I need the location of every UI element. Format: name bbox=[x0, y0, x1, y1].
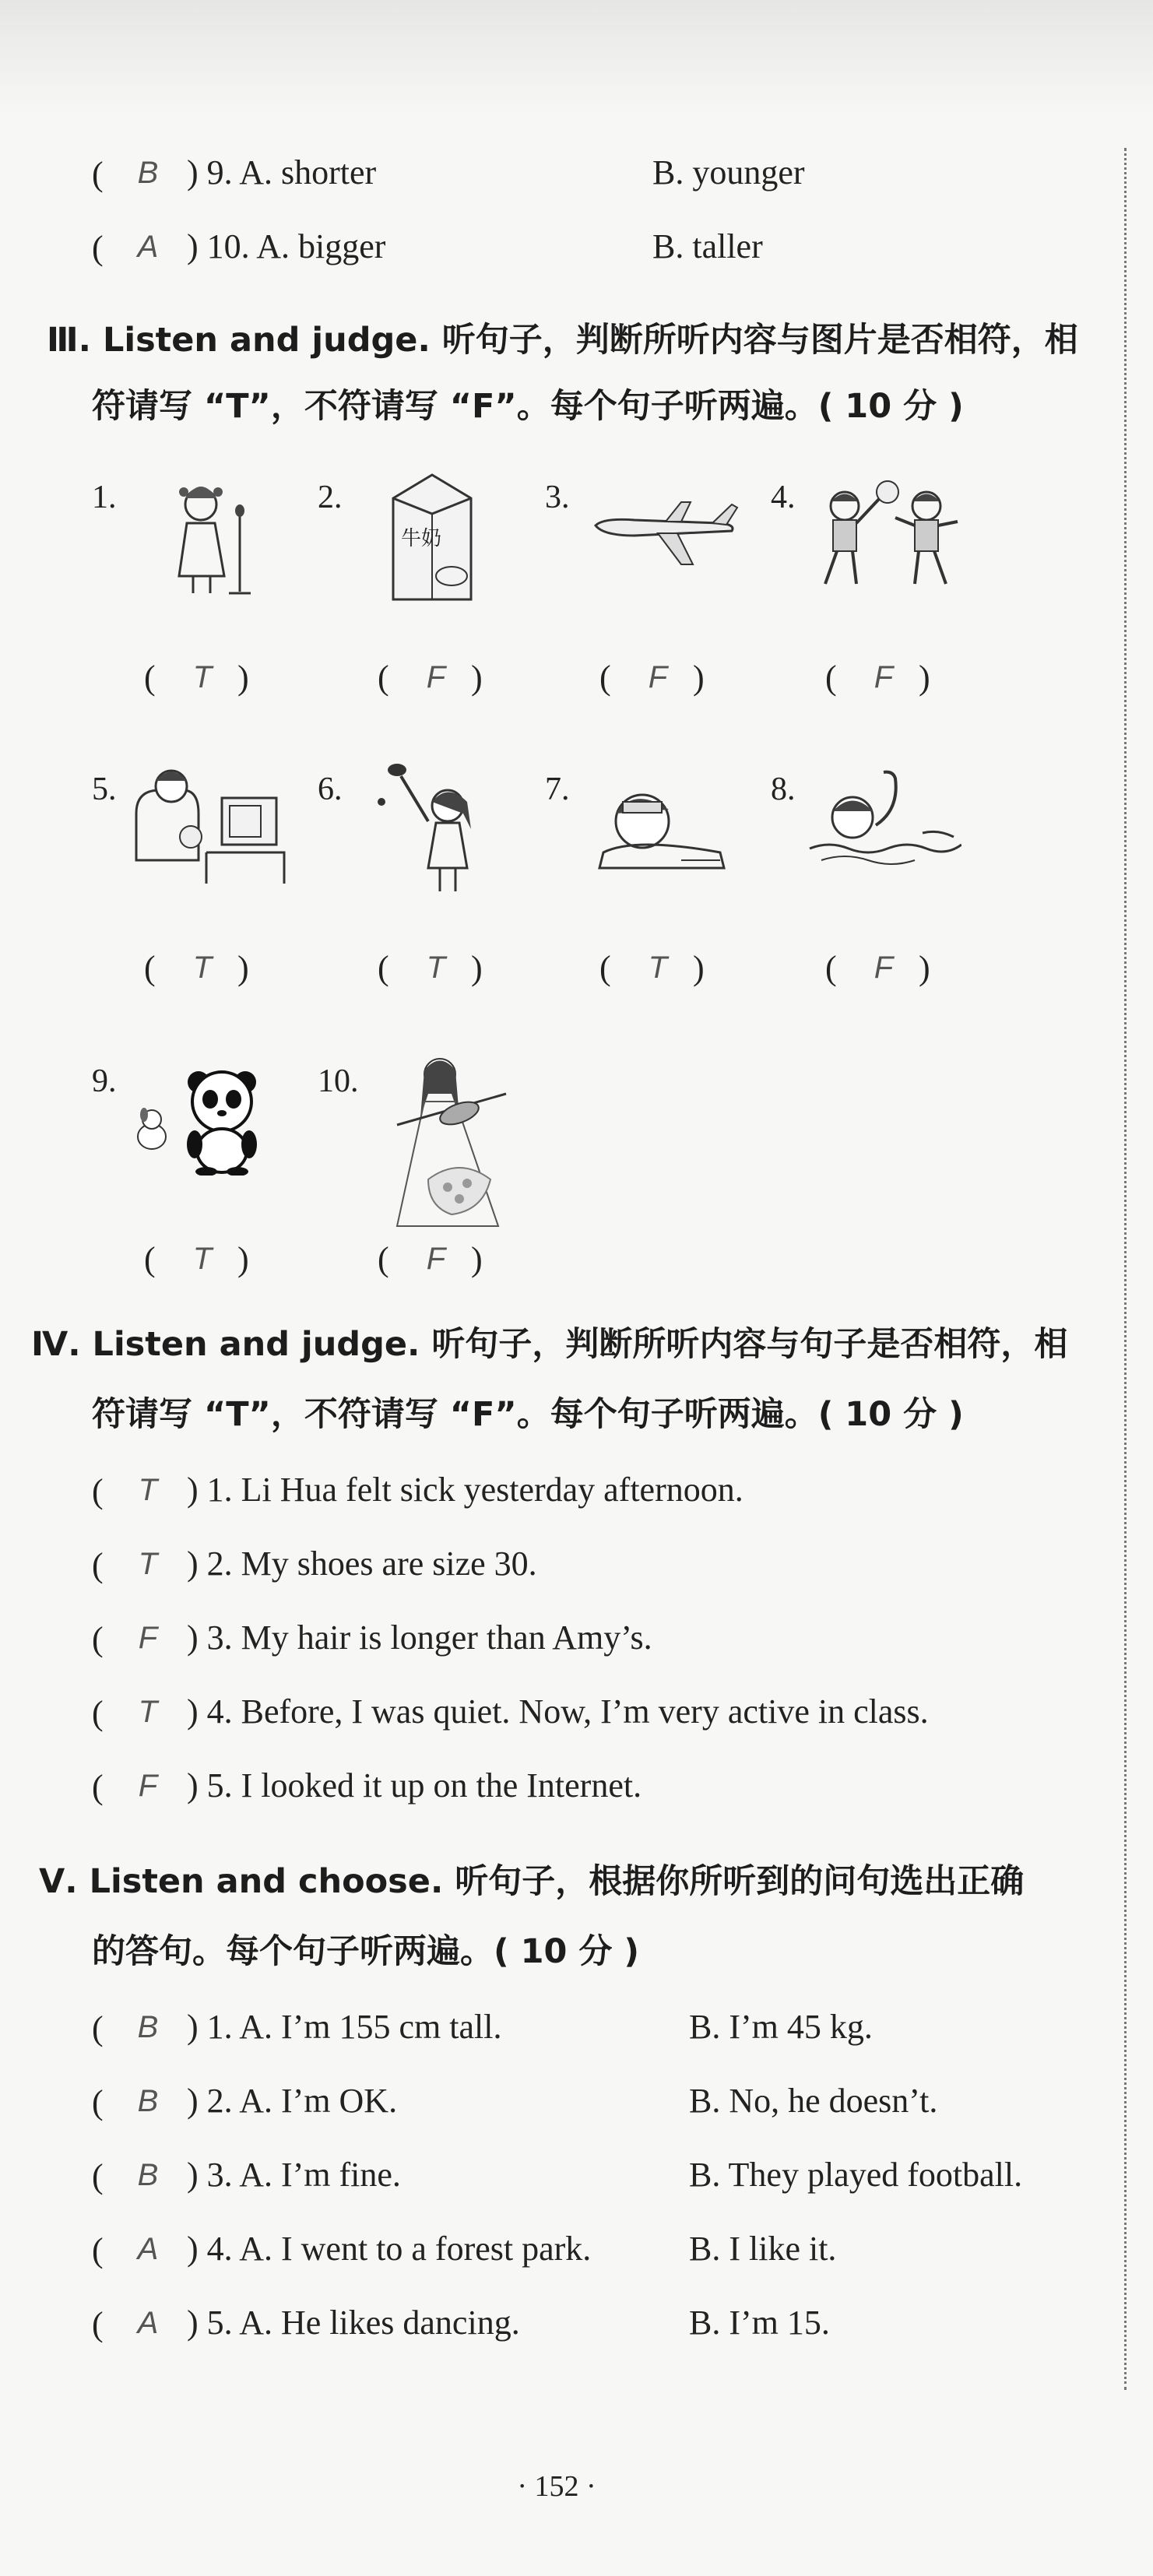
milk-carton-icon bbox=[378, 467, 487, 607]
option-b: B. younger bbox=[652, 153, 805, 192]
boy-swimming-icon bbox=[806, 763, 961, 887]
question-text: ) 3. My hair is longer than Amy’s. bbox=[187, 1618, 652, 1657]
answer-box[interactable]: A bbox=[137, 2306, 159, 2340]
question-text: ) 10. A. bigger bbox=[187, 227, 386, 265]
answer-box[interactable]: F bbox=[138, 1769, 158, 1803]
answer-box[interactable]: A bbox=[137, 230, 159, 264]
paren-open: ( bbox=[599, 659, 611, 697]
milk-label: 牛奶 bbox=[401, 527, 442, 550]
answer-box[interactable]: T bbox=[192, 1242, 213, 1276]
question-text: ) 2. A. I’m OK. bbox=[187, 2082, 398, 2120]
item-number: 9. bbox=[92, 1063, 117, 1099]
answer-box[interactable]: F bbox=[426, 1242, 446, 1276]
answer-box[interactable]: A bbox=[137, 2232, 159, 2266]
item-number: 2. bbox=[318, 480, 343, 515]
answer-box[interactable]: T bbox=[138, 1473, 158, 1507]
answer-box[interactable]: F bbox=[426, 660, 446, 694]
item-number: 8. bbox=[771, 771, 796, 807]
girl-violin-icon bbox=[381, 1047, 537, 1234]
paren-close: ) bbox=[919, 949, 930, 987]
section3-heading-line1: Ⅲ. Listen and judge. 听句子，判断所听内容与图片是否相符，相 bbox=[47, 321, 1078, 360]
panda-and-dog-icon bbox=[128, 1051, 284, 1176]
paren-open: ( bbox=[92, 1768, 104, 1806]
option-b: B. I’m 45 kg. bbox=[689, 2008, 873, 2046]
paren-open: ( bbox=[92, 2305, 104, 2343]
sick-boy-icon bbox=[588, 775, 728, 876]
answer-box[interactable]: B bbox=[137, 156, 159, 190]
boys-playing-ball-icon bbox=[810, 475, 965, 599]
answer-box[interactable]: F bbox=[138, 1621, 158, 1655]
answer-box[interactable]: B bbox=[137, 2158, 159, 2192]
paren-open: ( bbox=[378, 1240, 389, 1278]
paren-open: ( bbox=[92, 2157, 104, 2195]
question-text: ) 4. A. I went to a forest park. bbox=[187, 2230, 592, 2268]
paren-open: ( bbox=[144, 659, 156, 697]
answer-box[interactable]: T bbox=[192, 660, 213, 694]
paren-close: ) bbox=[471, 659, 483, 697]
question-text: ) 1. Li Hua felt sick yesterday afternoon. bbox=[187, 1471, 743, 1509]
paren-open: ( bbox=[378, 659, 389, 697]
option-b: B. I like it. bbox=[689, 2230, 837, 2268]
paren-close: ) bbox=[471, 949, 483, 987]
item-number: 3. bbox=[545, 480, 570, 515]
answer-box[interactable]: B bbox=[137, 2084, 159, 2118]
answer-box[interactable]: F bbox=[874, 951, 894, 985]
paren-close: ) bbox=[693, 659, 705, 697]
paren-close: ) bbox=[237, 1240, 249, 1278]
paren-open: ( bbox=[92, 2231, 104, 2269]
boy-watching-tv-icon bbox=[128, 759, 292, 891]
paren-open: ( bbox=[144, 1240, 156, 1278]
page-number: · 152 · bbox=[517, 2470, 596, 2503]
paren-open: ( bbox=[378, 949, 389, 987]
option-b: B. They played football. bbox=[689, 2156, 1023, 2194]
answer-box[interactable]: B bbox=[137, 2010, 159, 2044]
paren-open: ( bbox=[92, 155, 104, 193]
section5-heading-line2: 的答句。每个句子听两遍。( 10 分 ) bbox=[92, 1932, 640, 1971]
question-text: ) 1. A. I’m 155 cm tall. bbox=[187, 2008, 502, 2046]
question-text: ) 5. I looked it up on the Internet. bbox=[187, 1766, 642, 1805]
paren-open: ( bbox=[92, 229, 104, 267]
section3-heading-line2: 符请写 “T”，不符请写 “F”。每个句子听两遍。( 10 分 ) bbox=[92, 387, 964, 426]
answer-box[interactable]: T bbox=[426, 951, 446, 985]
section4-heading-line2: 符请写 “T”，不符请写 “F”。每个句子听两遍。( 10 分 ) bbox=[92, 1395, 964, 1434]
section4-heading-line1: Ⅳ. Listen and judge. 听句子，判断所听内容与句子是否相符，相 bbox=[31, 1325, 1068, 1364]
scan-shadow bbox=[0, 0, 1153, 117]
item-number: 1. bbox=[92, 480, 117, 515]
question-text: ) 2. My shoes are size 30. bbox=[187, 1545, 537, 1583]
paren-open: ( bbox=[825, 949, 837, 987]
answer-box[interactable]: T bbox=[648, 951, 668, 985]
paren-close: ) bbox=[237, 659, 249, 697]
airplane-icon bbox=[588, 498, 743, 568]
item-number: 5. bbox=[92, 771, 117, 807]
question-text: ) 4. Before, I was quiet. Now, I’m very active in class. bbox=[187, 1692, 929, 1731]
answer-box[interactable]: T bbox=[138, 1547, 158, 1581]
item-number: 10. bbox=[318, 1063, 359, 1099]
paren-close: ) bbox=[919, 659, 930, 697]
item-number: 7. bbox=[545, 771, 570, 807]
answer-box[interactable]: F bbox=[648, 660, 668, 694]
answer-box[interactable]: F bbox=[874, 660, 894, 694]
paren-open: ( bbox=[92, 1472, 104, 1510]
answer-box[interactable]: T bbox=[192, 951, 213, 985]
question-text: ) 3. A. I’m fine. bbox=[187, 2156, 401, 2194]
paren-close: ) bbox=[471, 1240, 483, 1278]
girl-singing-icon bbox=[163, 475, 257, 603]
paren-open: ( bbox=[92, 1620, 104, 1658]
option-b: B. taller bbox=[652, 227, 763, 265]
question-text: ) 9. A. shorter bbox=[187, 153, 377, 192]
option-b: B. No, he doesn’t. bbox=[689, 2082, 938, 2120]
paren-close: ) bbox=[693, 949, 705, 987]
item-number: 6. bbox=[318, 771, 343, 807]
paren-open: ( bbox=[144, 949, 156, 987]
paren-close: ) bbox=[237, 949, 249, 987]
section5-heading-line1: Ⅴ. Listen and choose. 听句子，根据你所听到的问句选出正确 bbox=[39, 1862, 1025, 1901]
paren-open: ( bbox=[92, 2009, 104, 2047]
paren-open: ( bbox=[92, 2083, 104, 2121]
paren-open: ( bbox=[825, 659, 837, 697]
margin-dotted-line bbox=[1124, 148, 1127, 2390]
paren-open: ( bbox=[92, 1546, 104, 1584]
girl-badminton-icon bbox=[366, 759, 498, 899]
question-text: ) 5. A. He likes dancing. bbox=[187, 2304, 520, 2342]
option-b: B. I’m 15. bbox=[689, 2304, 830, 2342]
paren-open: ( bbox=[92, 1694, 104, 1732]
answer-box[interactable]: T bbox=[138, 1695, 158, 1729]
paren-open: ( bbox=[599, 949, 611, 987]
item-number: 4. bbox=[771, 480, 796, 515]
